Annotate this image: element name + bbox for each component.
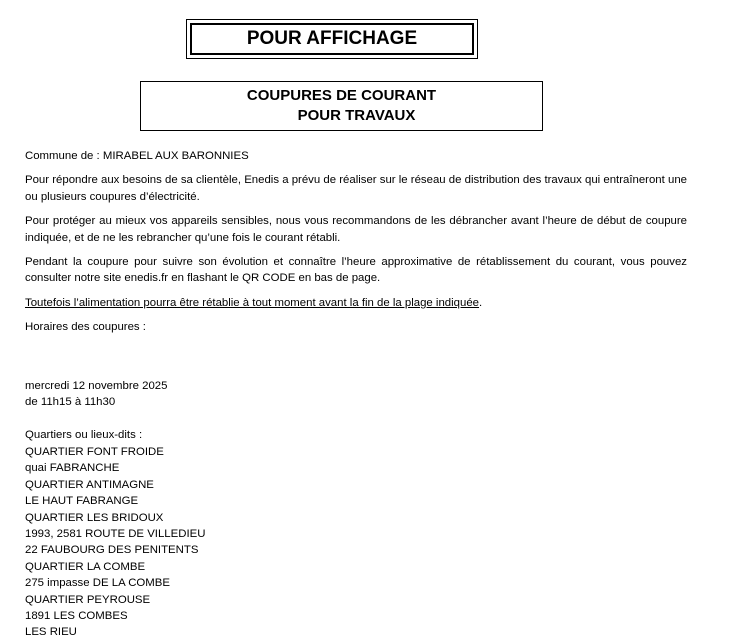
tracking-paragraph: Pendant la coupure pour suivre son évolution et connaître l’heure approximative de rétablissement du courant, vous pouvez consulter notre site enedis.fr en flashant le QR CODE en bas de page. — [25, 256, 687, 285]
outage-date: mercredi 12 novembre 2025 — [25, 379, 168, 392]
area-item: 1891 LES COMBES — [25, 609, 128, 622]
document-title-line2: POUR TRAVAUX — [297, 107, 416, 124]
area-item: QUARTIER ANTIMAGNE — [25, 478, 154, 491]
area-item: QUARTIER LES BRIDOUX — [25, 511, 164, 524]
document-title-box — [140, 81, 543, 131]
area-item: quai FABRANCHE — [25, 462, 120, 475]
document-body — [25, 148, 687, 641]
area-item: QUARTIER FONT FROIDE — [25, 445, 164, 458]
area-item: 275 impasse DE LA COMBE — [25, 577, 170, 590]
areas-list — [25, 444, 687, 641]
notice-underlined-text: Toutefois l’alimentation pourra être rétablie à tout moment avant la fin de la plage indiquée — [25, 296, 480, 309]
area-item: 22 FAUBOURG DES PENITENTS — [25, 544, 199, 557]
posting-notice-label: POUR AFFICHAGE — [190, 23, 474, 55]
areas-label: Quartiers ou lieux-dits : — [25, 429, 143, 442]
area-item: QUARTIER LA COMBE — [25, 560, 146, 573]
schedule-label: Horaires des coupures : — [25, 321, 146, 334]
area-item: LE HAUT FABRANGE — [25, 495, 139, 508]
spacer — [25, 344, 687, 378]
spacer — [25, 410, 687, 427]
advice-paragraph: Pour protéger au mieux vos appareils sensibles, nous vous recommandons de les débrancher avant l’heure de début de coupure indiquée, et de ne les rebrancher qu’une fois le courant rétabli. — [25, 215, 687, 244]
notice-paragraph — [25, 295, 687, 311]
area-item: QUARTIER PEYROUSE — [25, 593, 151, 606]
area-item: 1993, 2581 ROUTE DE VILLEDIEU — [25, 527, 206, 540]
document-title-line1: COUPURES DE COURANT — [246, 87, 437, 104]
commune-line: Commune de : MIRABEL AUX BARONNIES — [25, 150, 249, 162]
area-item: LES RIEU — [25, 626, 77, 639]
posting-notice-box — [186, 19, 478, 59]
notice-period: . — [479, 296, 483, 309]
intro-paragraph: Pour répondre aux besoins de sa clientèle, Enedis a prévu de réaliser sur le réseau de distribution des travaux qui entraîneront une ou plusieurs coupures d’électricité. — [25, 174, 687, 203]
outage-time-range: de 11h15 à 11h30 — [25, 396, 116, 409]
